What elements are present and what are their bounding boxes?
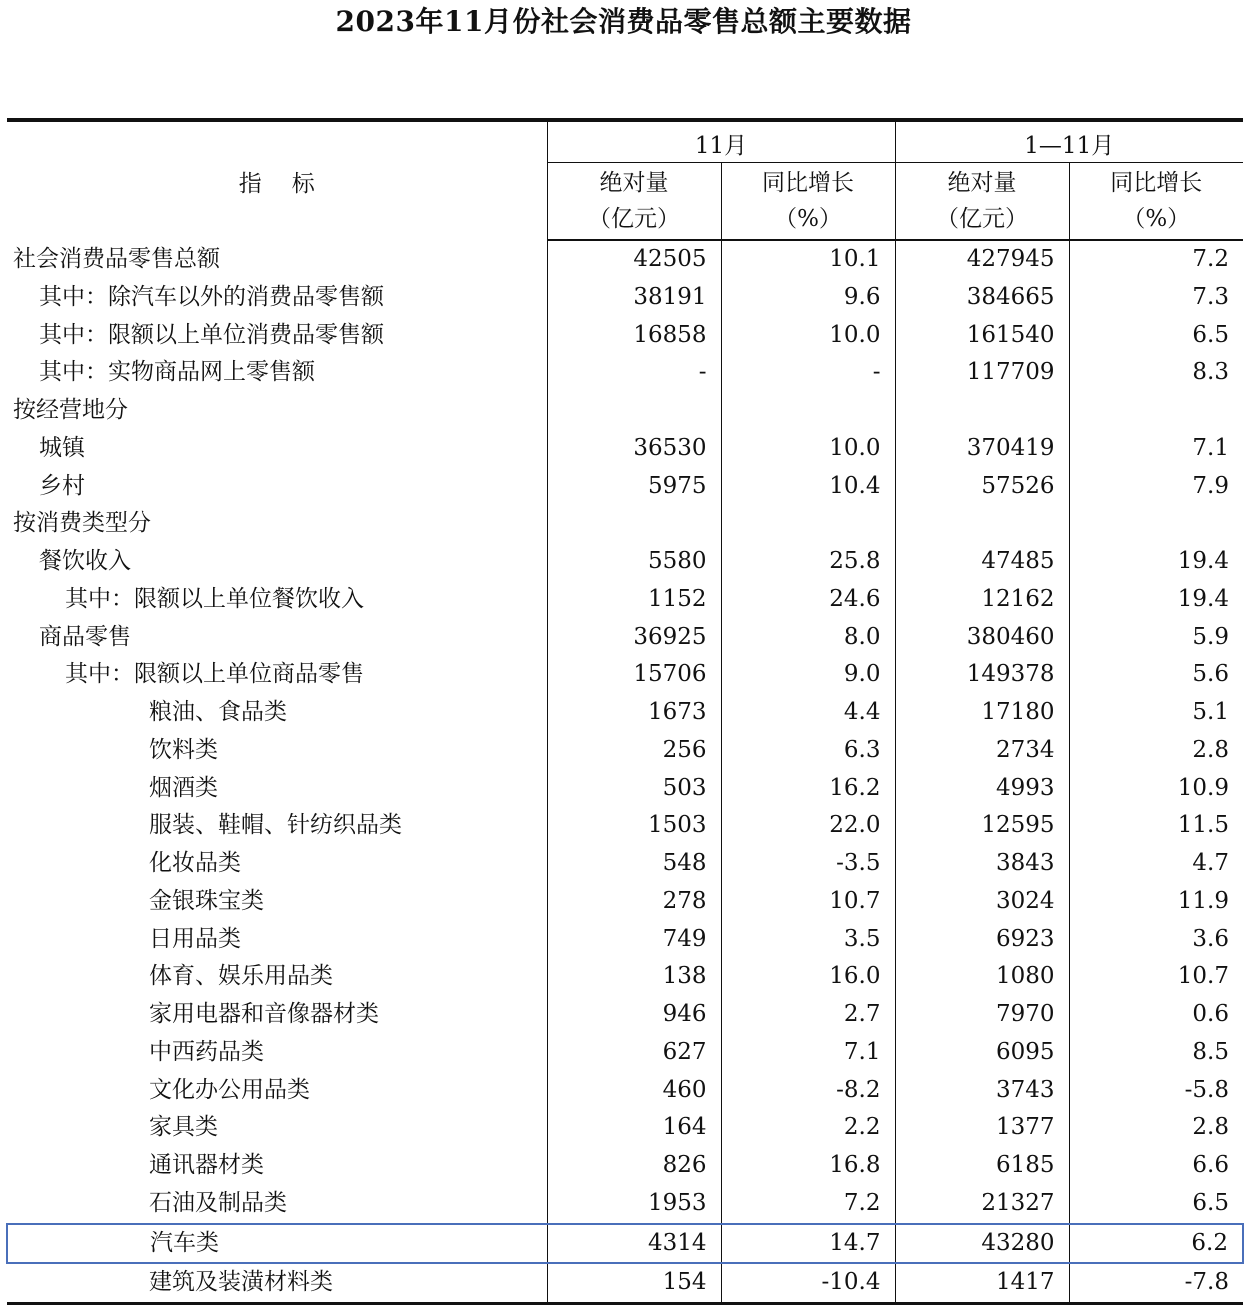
table-row xyxy=(7,1072,1243,1110)
table-row xyxy=(7,430,1243,468)
ytd-abs-value: 3843 xyxy=(895,845,1069,883)
ytd-abs-value: 384665 xyxy=(895,279,1069,317)
ytd-abs-value: 161540 xyxy=(895,317,1069,355)
month-growth-value: 7.2 xyxy=(721,1185,895,1224)
month-abs-value: 946 xyxy=(547,996,721,1034)
month-growth-value: 14.7 xyxy=(721,1224,895,1264)
month-growth-value: 8.0 xyxy=(721,619,895,657)
month-growth-value: 2.2 xyxy=(721,1109,895,1147)
ytd-growth-value: 10.9 xyxy=(1177,774,1229,801)
ytd-abs-value: 7970 xyxy=(895,996,1069,1034)
ytd-growth-value: 5.1 xyxy=(1192,699,1229,725)
row-label: 其中：限额以上单位商品零售 xyxy=(7,656,547,694)
table-row xyxy=(7,468,1243,506)
table-row xyxy=(7,392,1243,430)
ytd-abs-value: 149378 xyxy=(895,656,1069,694)
table-row xyxy=(7,656,1243,694)
table-row xyxy=(7,1109,1243,1147)
row-label: 家用电器和音像器材类 xyxy=(7,996,547,1034)
ytd-abs-value: 427945 xyxy=(895,240,1069,279)
row-label: 化妆品类 xyxy=(7,845,547,883)
ytd-abs-value: 12595 xyxy=(895,807,1069,845)
table-row xyxy=(7,1147,1243,1185)
month-abs-value: 256 xyxy=(547,732,721,770)
table-row xyxy=(7,317,1243,355)
month-growth-value: 2.7 xyxy=(721,996,895,1034)
month-abs-value: 503 xyxy=(547,770,721,808)
ytd-growth-value: 19.4 xyxy=(1177,585,1229,612)
month-abs-value: 15706 xyxy=(547,656,721,694)
month-growth-value: 3.5 xyxy=(721,921,895,959)
table-row xyxy=(7,1224,1243,1264)
month-abs-value: 16858 xyxy=(547,317,721,355)
indicator-header: 指标 xyxy=(7,120,547,240)
growth-label: 同比增长 xyxy=(1110,170,1203,196)
month-growth-value: -3.5 xyxy=(721,845,895,883)
ytd-growth-value: 5.9 xyxy=(1192,623,1229,650)
row-label: 按消费类型分 xyxy=(7,505,547,543)
row-label: 石油及制品类 xyxy=(7,1185,547,1224)
ytd-growth-value: 19.4 xyxy=(1177,548,1229,574)
month-abs-value: 42505 xyxy=(547,240,721,279)
growth-unit: （%） xyxy=(1122,206,1191,232)
ytd-abs-value: 17180 xyxy=(895,694,1069,732)
month-growth-value: 22.0 xyxy=(721,807,895,845)
abs-unit: （亿元） xyxy=(588,206,680,232)
row-label: 乡村 xyxy=(7,468,547,506)
ytd-growth-value: 7.2 xyxy=(1192,246,1229,272)
table-row xyxy=(7,694,1243,732)
month-growth-value: -10.4 xyxy=(721,1263,895,1303)
abs-unit: （亿元） xyxy=(936,206,1028,232)
ytd-abs-value: 4993 xyxy=(895,770,1069,808)
month-abs-value: 278 xyxy=(547,883,721,921)
period-ytd-header: 1—11月 xyxy=(895,120,1243,163)
ytd-abs-value: 3743 xyxy=(895,1072,1069,1110)
row-label: 中西药品类 xyxy=(7,1034,547,1072)
ytd-growth-value xyxy=(1069,505,1243,543)
table-row xyxy=(7,1034,1243,1072)
ytd-growth-value: 8.5 xyxy=(1192,1038,1229,1065)
month-abs-value: 548 xyxy=(547,845,721,883)
month-abs-value: 749 xyxy=(547,921,721,959)
row-label: 家具类 xyxy=(7,1109,547,1147)
table-row xyxy=(7,581,1243,619)
table-row xyxy=(7,883,1243,921)
month-growth-value: 9.6 xyxy=(721,279,895,317)
period-month-header: 11月 xyxy=(547,120,895,163)
table-row xyxy=(7,1185,1243,1224)
month-abs-value: 1673 xyxy=(547,694,721,732)
month-abs-value: 1152 xyxy=(547,581,721,619)
table-row xyxy=(7,732,1243,770)
ytd-growth-value: 11.9 xyxy=(1177,887,1229,914)
ytd-abs-value: 1417 xyxy=(895,1263,1069,1303)
ytd-abs-value: 1080 xyxy=(895,958,1069,996)
row-label: 体育、娱乐用品类 xyxy=(7,958,547,996)
table-row xyxy=(7,279,1243,317)
table-row xyxy=(7,619,1243,657)
month-abs-value: 460 xyxy=(547,1072,721,1110)
table-row xyxy=(7,921,1243,959)
ytd-growth-value: 10.7 xyxy=(1177,963,1229,990)
retail-sales-table xyxy=(6,118,1244,1305)
row-label: 其中：限额以上单位消费品零售额 xyxy=(7,317,547,355)
row-label: 饮料类 xyxy=(7,732,547,770)
ytd-growth-value: 6.2 xyxy=(1069,1224,1243,1264)
ytd-growth-value: 7.9 xyxy=(1192,472,1229,499)
month-abs-value xyxy=(547,505,721,543)
month-abs-value: 36530 xyxy=(547,430,721,468)
month-abs-value: 1953 xyxy=(547,1185,721,1224)
ytd-abs-value: 6185 xyxy=(895,1147,1069,1185)
table-row xyxy=(7,845,1243,883)
ytd-growth-value: -7.8 xyxy=(1069,1263,1243,1303)
table-row xyxy=(7,770,1243,808)
table-row xyxy=(7,807,1243,845)
ytd-growth-header xyxy=(1069,163,1243,241)
table-row xyxy=(7,505,1243,543)
month-growth-value: 10.0 xyxy=(721,430,895,468)
row-label: 城镇 xyxy=(7,430,547,468)
ytd-abs-value: 47485 xyxy=(895,543,1069,581)
month-growth-value: 16.0 xyxy=(721,958,895,996)
growth-unit: （%） xyxy=(774,206,842,232)
month-growth-value: -8.2 xyxy=(721,1072,895,1110)
row-label: 通讯器材类 xyxy=(7,1147,547,1185)
ytd-growth-value xyxy=(1069,392,1243,430)
row-label: 文化办公用品类 xyxy=(7,1072,547,1110)
growth-label: 同比增长 xyxy=(762,170,854,196)
page-title: 2023年11月份社会消费品零售总额主要数据 xyxy=(335,5,912,38)
row-label: 餐饮收入 xyxy=(7,543,547,581)
month-growth-value: 10.1 xyxy=(721,240,895,279)
table-row xyxy=(7,1263,1243,1303)
month-abs-value: 38191 xyxy=(547,279,721,317)
row-label: 金银珠宝类 xyxy=(7,883,547,921)
row-label: 建筑及装潢材料类 xyxy=(7,1263,547,1303)
month-growth-value: 10.0 xyxy=(721,317,895,355)
ytd-growth-value: 7.1 xyxy=(1192,434,1229,461)
ytd-growth-value: 6.6 xyxy=(1192,1152,1229,1178)
month-growth-value: 25.8 xyxy=(721,543,895,581)
row-label: 其中：限额以上单位餐饮收入 xyxy=(7,581,547,619)
month-abs-value: 5580 xyxy=(547,543,721,581)
ytd-growth-value: 2.8 xyxy=(1192,736,1229,763)
ytd-growth-value: 2.8 xyxy=(1192,1114,1229,1141)
month-growth-header xyxy=(721,163,895,241)
table-body xyxy=(7,240,1243,1304)
ytd-abs-value: 12162 xyxy=(895,581,1069,619)
ytd-abs-value xyxy=(895,392,1069,430)
row-label: 日用品类 xyxy=(7,921,547,959)
month-growth-value xyxy=(721,392,895,430)
ytd-abs-value: 57526 xyxy=(895,468,1069,506)
ytd-abs-value: 370419 xyxy=(895,430,1069,468)
month-abs-value: 36925 xyxy=(547,619,721,657)
table-row xyxy=(7,240,1243,279)
ytd-abs-value: 3024 xyxy=(895,883,1069,921)
ytd-abs-value: 21327 xyxy=(895,1185,1069,1224)
month-abs-value: 154 xyxy=(547,1263,721,1303)
ytd-growth-value: -5.8 xyxy=(1184,1076,1229,1103)
month-growth-value: 10.4 xyxy=(721,468,895,506)
row-label: 商品零售 xyxy=(7,619,547,657)
month-growth-value: 9.0 xyxy=(721,656,895,694)
ytd-growth-value: 3.6 xyxy=(1192,925,1229,952)
ytd-growth-value: 7.3 xyxy=(1192,283,1229,310)
month-abs-value: 1503 xyxy=(547,807,721,845)
month-abs-value: - xyxy=(547,354,721,392)
month-growth-value: 16.8 xyxy=(721,1147,895,1185)
month-abs-value xyxy=(547,392,721,430)
row-label: 烟酒类 xyxy=(7,770,547,808)
row-label: 粮油、食品类 xyxy=(7,694,547,732)
month-abs-value: 627 xyxy=(547,1034,721,1072)
month-abs-value: 164 xyxy=(547,1109,721,1147)
table-row xyxy=(7,354,1243,392)
month-abs-value: 826 xyxy=(547,1147,721,1185)
ytd-abs-value: 6923 xyxy=(895,921,1069,959)
month-abs-value: 5975 xyxy=(547,468,721,506)
retail-sales-table-container xyxy=(6,118,1241,1305)
row-label: 其中：实物商品网上零售额 xyxy=(7,354,547,392)
month-growth-value: 10.7 xyxy=(721,883,895,921)
ytd-abs-header xyxy=(895,163,1069,241)
ytd-growth-value: 8.3 xyxy=(1192,359,1229,386)
month-growth-value: 16.2 xyxy=(721,770,895,808)
month-abs-value: 4314 xyxy=(547,1224,721,1264)
table-row xyxy=(7,996,1243,1034)
ytd-growth-value: 11.5 xyxy=(1177,812,1229,839)
ytd-growth-value: 5.6 xyxy=(1192,661,1229,688)
abs-label: 绝对量 xyxy=(947,170,1017,196)
row-label: 社会消费品零售总额 xyxy=(7,240,547,279)
month-abs-value: 138 xyxy=(547,958,721,996)
month-growth-value: 7.1 xyxy=(721,1034,895,1072)
ytd-growth-value: 0.6 xyxy=(1192,1001,1229,1027)
month-growth-value: 24.6 xyxy=(721,581,895,619)
table-header xyxy=(7,120,1243,240)
ytd-abs-value: 1377 xyxy=(895,1109,1069,1147)
row-label: 服装、鞋帽、针纺织品类 xyxy=(7,807,547,845)
month-growth-value: - xyxy=(721,354,895,392)
month-growth-value xyxy=(721,505,895,543)
ytd-growth-value: 6.5 xyxy=(1192,1189,1229,1216)
row-label: 按经营地分 xyxy=(7,392,547,430)
month-growth-value: 4.4 xyxy=(721,694,895,732)
month-abs-header xyxy=(547,163,721,241)
ytd-growth-value: 6.5 xyxy=(1192,321,1229,348)
month-growth-value: 6.3 xyxy=(721,732,895,770)
ytd-growth-value: 4.7 xyxy=(1192,850,1229,876)
abs-label: 绝对量 xyxy=(599,170,669,196)
ytd-abs-value: 380460 xyxy=(895,619,1069,657)
table-row xyxy=(7,958,1243,996)
ytd-abs-value: 6095 xyxy=(895,1034,1069,1072)
ytd-abs-value: 43280 xyxy=(895,1224,1069,1264)
row-label: 汽车类 xyxy=(7,1224,547,1264)
ytd-abs-value: 2734 xyxy=(895,732,1069,770)
table-row xyxy=(7,543,1243,581)
ytd-abs-value xyxy=(895,505,1069,543)
ytd-abs-value: 117709 xyxy=(895,354,1069,392)
row-label: 其中：除汽车以外的消费品零售额 xyxy=(7,279,547,317)
